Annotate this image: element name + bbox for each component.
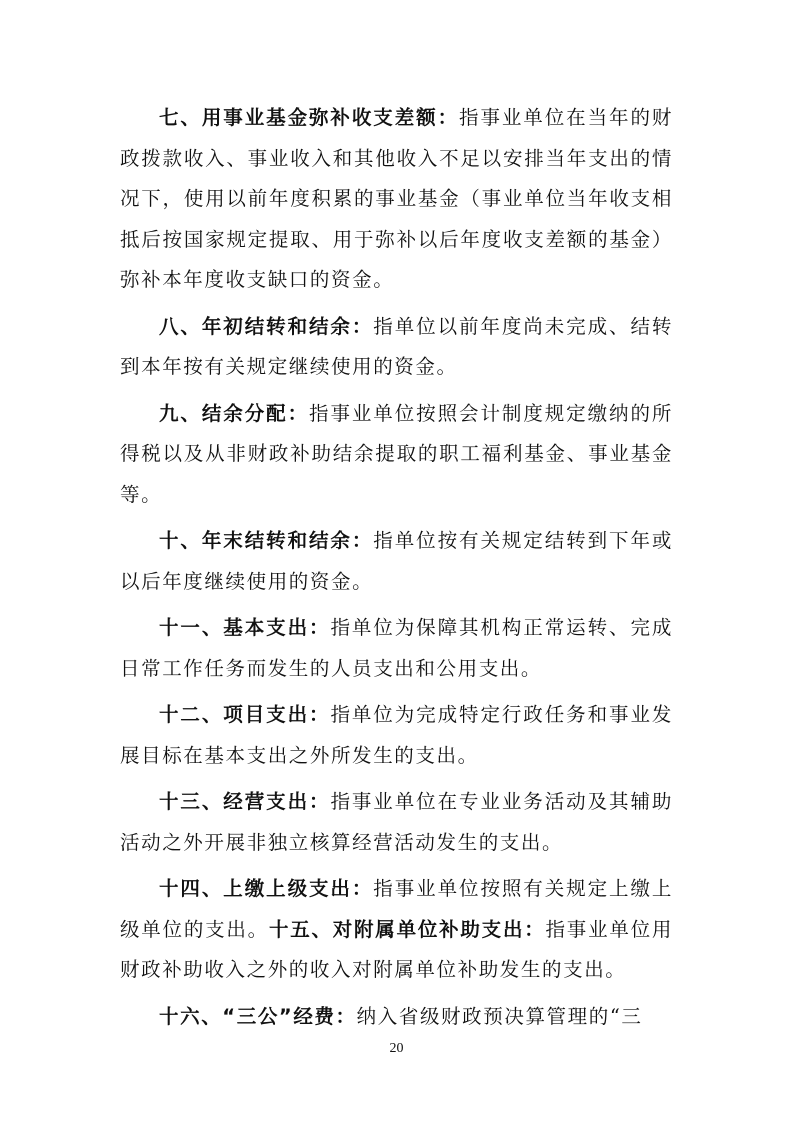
term-definition: 指事业单位用财政补助收入之外的收入对附属单位补助发生的支出。	[120, 917, 673, 981]
paragraph-10	[120, 521, 673, 602]
term-heading: 十四、上缴上级支出：	[159, 877, 374, 900]
document-body	[120, 98, 673, 1043]
paragraph-12	[120, 695, 673, 776]
term-heading: 十三、经营支出：	[159, 790, 331, 813]
paragraph-14-15	[120, 869, 673, 991]
term-heading: 十一、基本支出：	[159, 616, 331, 639]
term-definition: 指事业单位按照有关规定上缴上级单位的支出。	[120, 877, 673, 941]
term-definition: 指事业单位按照会计制度规定缴纳的所得税以及从非财政补助结余提取的职工福利基金、事业基金等。	[120, 401, 673, 506]
term-heading: 十六、“三公”经费：	[159, 1004, 357, 1028]
term-definition: 指单位为保障其机构正常运转、完成日常工作任务而发生的人员支出和公用支出。	[120, 616, 673, 680]
paragraph-9	[120, 394, 673, 516]
term-heading: 十二、项目支出：	[159, 703, 331, 726]
term-definition: 指单位以前年度尚未完成、结转到本年按有关规定继续使用的资金。	[120, 314, 673, 378]
paragraph-7	[120, 98, 673, 301]
term-heading: 八、年初结转和结余：	[159, 314, 374, 338]
term-definition: 指事业单位在当年的财政拨款收入、事业收入和其他收入不足以安排当年支出的情况下，使用以前年度积累的事业基金（事业单位当年收支相抵后按国家规定提取、用于弥补以后年度收支差额的基金）弥补本年度收支缺口的资金。	[120, 106, 673, 291]
paragraph-13	[120, 782, 673, 863]
term-heading: 九、结余分配：	[159, 401, 310, 425]
term-heading: 七、用事业基金弥补收支差额：	[159, 106, 460, 129]
paragraph-16	[120, 997, 673, 1038]
term-heading: 十五、对附属单位补助支出：	[268, 917, 546, 941]
term-definition: 指单位按有关规定结转到下年或以后年度继续使用的资金。	[120, 529, 673, 593]
page-number: 20	[389, 1041, 404, 1056]
term-definition: 指事业单位在专业业务活动及其辅助活动之外开展非独立核算经营活动发生的支出。	[120, 790, 673, 854]
term-heading: 十、年末结转和结余：	[159, 529, 374, 552]
paragraph-8	[120, 307, 673, 388]
term-definition: 纳入省级财政预决算管理的“三	[356, 1004, 643, 1028]
paragraph-11	[120, 608, 673, 689]
term-definition: 指单位为完成特定行政任务和事业发展目标在基本支出之外所发生的支出。	[120, 703, 673, 767]
